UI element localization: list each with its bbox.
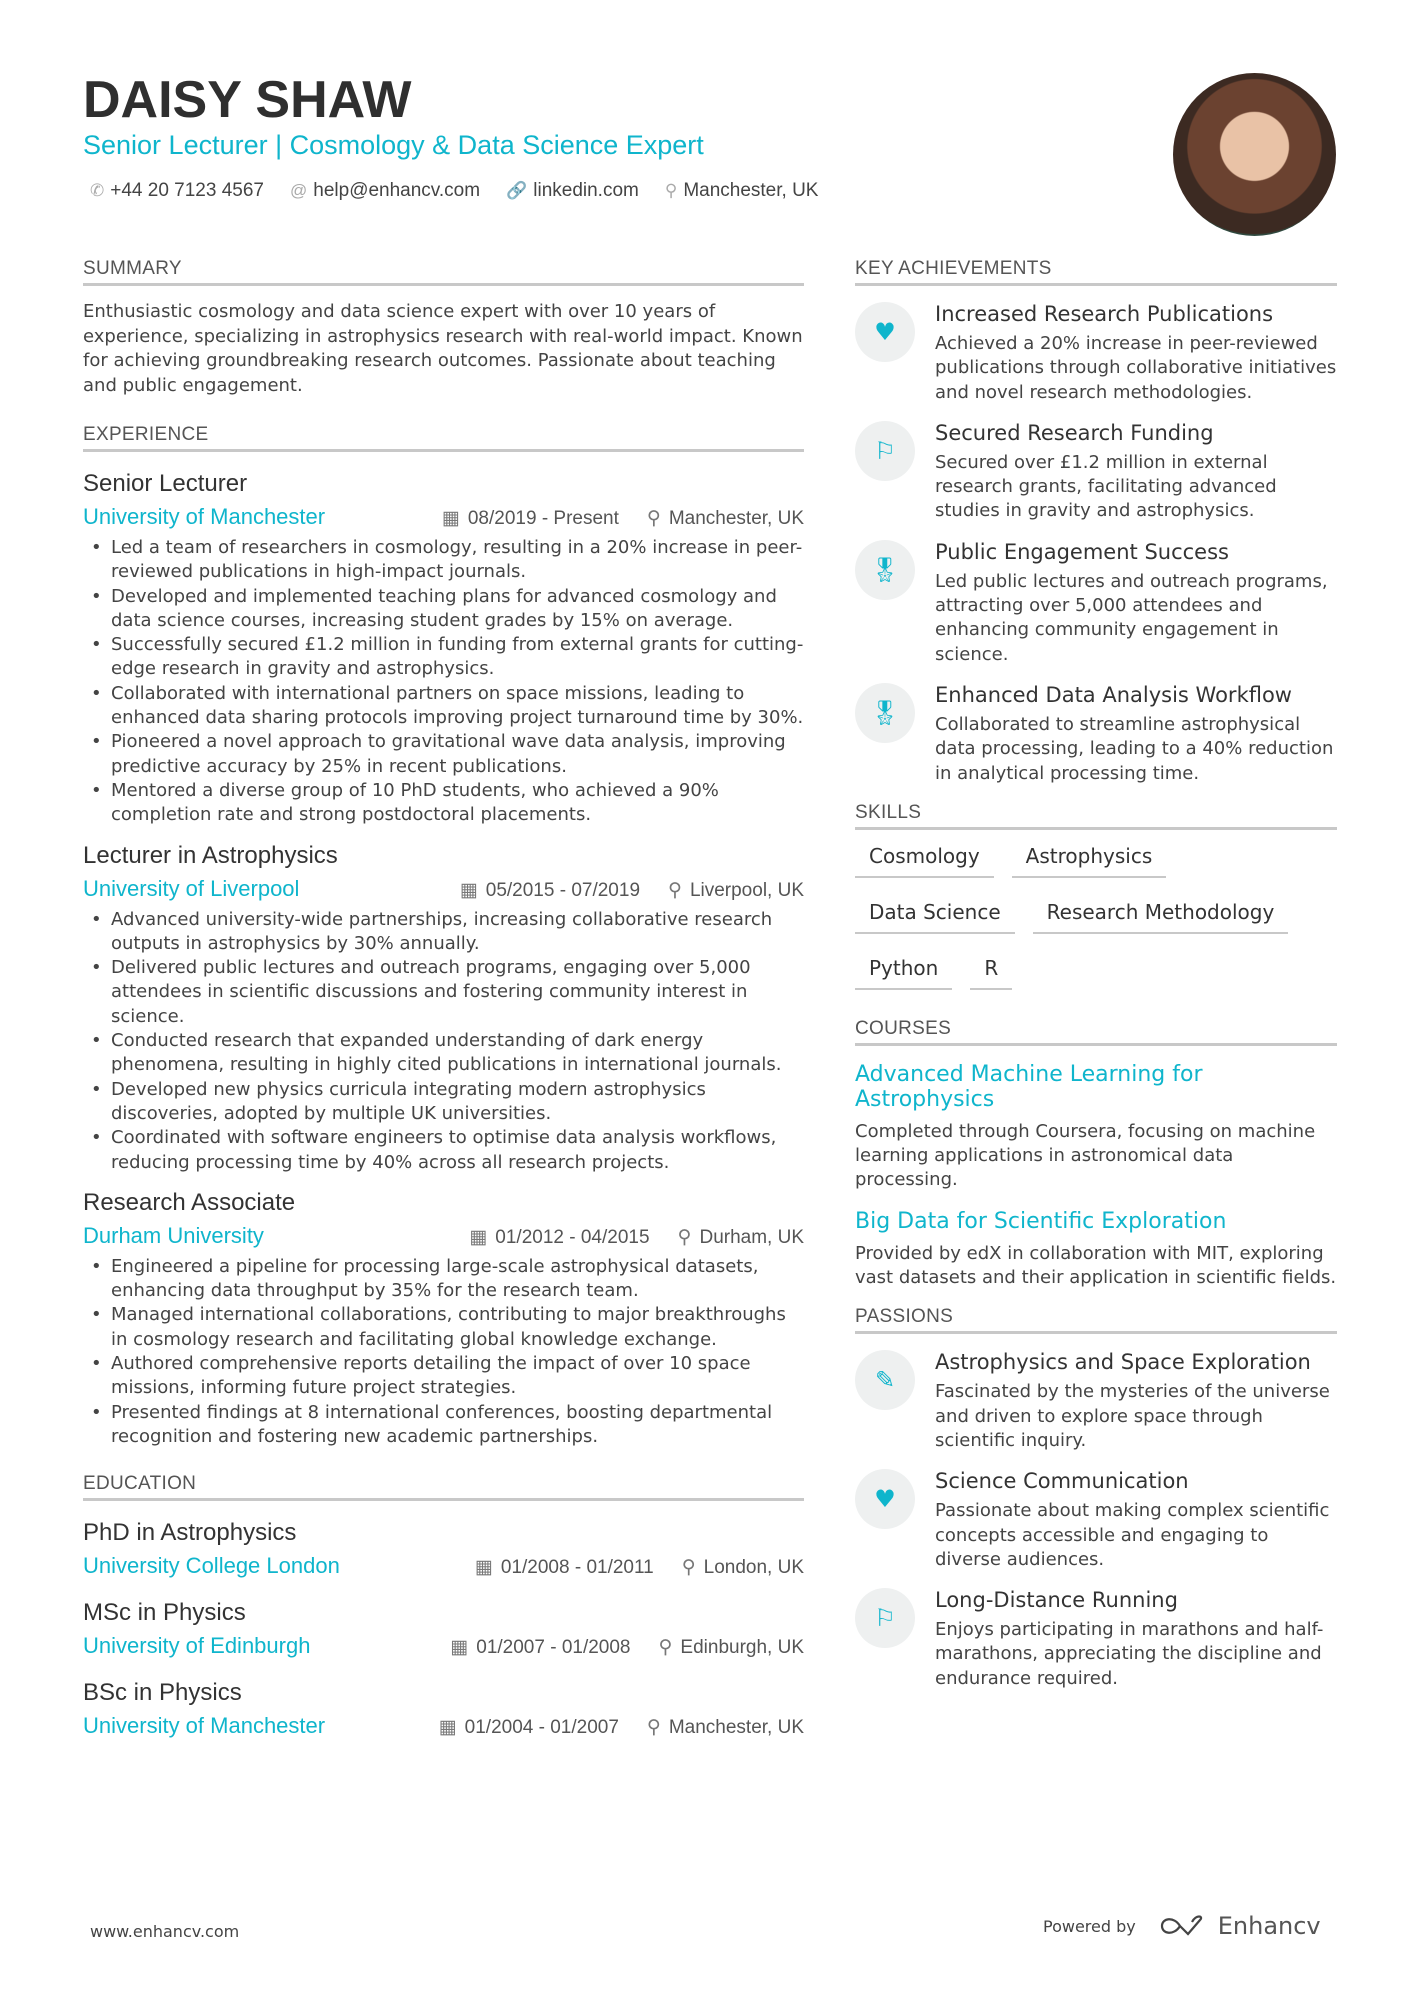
calendar-icon: ▦ bbox=[459, 879, 478, 901]
item-description: Secured over £1.2 million in external research grants, facilitating advanced studies in gravity and astrophysics. bbox=[935, 451, 1277, 522]
left-column bbox=[83, 258, 804, 1759]
powered-by-label: Powered by bbox=[1043, 1916, 1136, 1936]
section-heading: EDUCATION bbox=[83, 1473, 804, 1501]
item-body bbox=[935, 540, 1337, 667]
item-description: Led public lectures and outreach programs, attracting over 5,000 attendees and enhancing community engagement in science. bbox=[935, 570, 1328, 665]
course-title[interactable]: Advanced Machine Learning for Astrophysics bbox=[855, 1061, 1203, 1112]
contact-item[interactable] bbox=[665, 180, 819, 202]
meta bbox=[460, 879, 804, 902]
location-icon: ⚲ bbox=[664, 181, 678, 200]
bullet-item: • Mentored a diverse group of 10 PhD students, who achieved a 90% completion rate and strong postdoctoral placements. bbox=[83, 779, 804, 828]
at-icon: @ bbox=[290, 181, 308, 200]
location-text: Manchester, UK bbox=[668, 508, 804, 529]
item-body bbox=[935, 1469, 1337, 1572]
item-body bbox=[935, 421, 1337, 524]
contact-item[interactable] bbox=[290, 180, 480, 202]
organization-name[interactable]: University of Manchester bbox=[83, 1713, 326, 1739]
item-title: Public Engagement Success bbox=[935, 539, 1229, 564]
footer-website[interactable]: www.enhancv.com bbox=[90, 1922, 240, 1941]
contact-item[interactable] bbox=[506, 180, 639, 202]
item-title: Secured Research Funding bbox=[935, 420, 1214, 445]
item-body bbox=[935, 683, 1337, 786]
date-text: 01/2004 - 01/2007 bbox=[464, 1717, 619, 1739]
courses-section bbox=[855, 1018, 1337, 1290]
job-title: Senior Lecturer bbox=[83, 470, 248, 497]
passions-section bbox=[855, 1306, 1337, 1691]
location bbox=[659, 1636, 805, 1659]
location bbox=[682, 1556, 804, 1579]
item-description: Passionate about making complex scientific concepts accessible and engaging to diverse audiences. bbox=[935, 1500, 1330, 1570]
enhancv-logo-icon bbox=[1160, 1914, 1206, 1938]
location bbox=[678, 1226, 804, 1249]
item-title: Long-Distance Running bbox=[935, 1588, 1178, 1613]
flag-icon: ⚐ bbox=[855, 421, 915, 481]
date-range bbox=[450, 1636, 630, 1659]
meta bbox=[469, 1226, 804, 1249]
contact-text: help@enhancv.com bbox=[313, 180, 481, 201]
summary-text: Enthusiastic cosmology and data science expert with over 10 years of experience, specializing in astrophysics research with real-world impact. Known for achieving groundbreaking research outcomes. Passionate about teaching and public engagement. bbox=[83, 301, 803, 396]
location-text: Durham, UK bbox=[699, 1226, 804, 1248]
contact-text: Manchester, UK bbox=[683, 180, 819, 201]
meta bbox=[442, 507, 804, 530]
experience-entry bbox=[83, 842, 804, 1175]
skill-tag: Astrophysics bbox=[1012, 844, 1167, 878]
link-icon: 🔗 bbox=[506, 181, 528, 200]
meta-row bbox=[83, 1713, 804, 1739]
location bbox=[668, 879, 804, 902]
date-text: 08/2019 - Present bbox=[467, 508, 619, 529]
bullet-item: • Coordinated with software engineers to optimise data analysis workflows, reducing processing time by 40% across all research projects. bbox=[83, 1126, 804, 1175]
organization-name[interactable]: University of Manchester bbox=[83, 504, 326, 529]
date-text: 01/2007 - 01/2008 bbox=[476, 1637, 631, 1659]
bullet-list bbox=[83, 908, 804, 1175]
bullet-item: • Authored comprehensive reports detailing the impact of over 10 space missions, informing future project strategies. bbox=[83, 1352, 804, 1401]
meta bbox=[439, 1716, 804, 1739]
section-heading: SKILLS bbox=[855, 802, 1337, 830]
meta bbox=[475, 1556, 804, 1579]
organization-name[interactable]: Durham University bbox=[83, 1222, 264, 1248]
education-section bbox=[83, 1473, 804, 1739]
job-title: Lecturer in Astrophysics bbox=[83, 841, 338, 869]
calendar-icon: ▦ bbox=[450, 1637, 469, 1659]
enhancv-logo[interactable] bbox=[1160, 1912, 1321, 1940]
date-range bbox=[439, 1716, 619, 1739]
candidate-title: Senior Lecturer | Cosmology & Data Science Expert bbox=[83, 130, 704, 160]
skills-section bbox=[855, 802, 1337, 990]
footer-powered bbox=[1043, 1912, 1321, 1940]
organization-name[interactable]: University of Liverpool bbox=[83, 875, 300, 901]
skill-tag: R bbox=[970, 956, 1012, 990]
phone-icon: ✆ bbox=[90, 181, 105, 200]
location-icon: ⚲ bbox=[681, 1557, 696, 1579]
education-entry bbox=[83, 1519, 804, 1579]
location-text: Liverpool, UK bbox=[689, 879, 804, 901]
job-title: Research Associate bbox=[83, 1188, 296, 1216]
skill-tag: Data Science bbox=[855, 900, 1015, 934]
bullet-item: • Engineered a pipeline for processing large-scale astrophysical datasets, enhancing data throughput by 35% for the research team. bbox=[83, 1255, 804, 1304]
item-title: Science Communication bbox=[935, 1469, 1189, 1494]
skill-tag: Python bbox=[855, 956, 952, 990]
education-entry bbox=[83, 1599, 804, 1659]
bullet-list bbox=[83, 536, 804, 828]
item-description: Achieved a 20% increase in peer-reviewed publications through collaborative initiatives and novel research methodologies. bbox=[935, 333, 1337, 403]
calendar-icon: ▦ bbox=[441, 508, 460, 529]
date-text: 05/2015 - 07/2019 bbox=[485, 879, 641, 901]
passion-item bbox=[855, 1588, 1337, 1691]
experience-entry bbox=[83, 470, 804, 828]
calendar-icon: ▦ bbox=[469, 1226, 488, 1248]
bullet-item: • Pioneered a novel approach to gravitational wave data analysis, improving predictive accuracy by 25% in recent publications. bbox=[83, 730, 804, 779]
summary-section bbox=[83, 258, 804, 398]
degree-title: MSc in Physics bbox=[83, 1599, 246, 1627]
bullet-item: • Developed and implemented teaching plans for advanced cosmology and data science courses, increasing student grades by 15% on average. bbox=[83, 585, 804, 634]
location-icon: ⚲ bbox=[646, 1717, 661, 1739]
calendar-icon: ▦ bbox=[474, 1557, 493, 1579]
date-text: 01/2012 - 04/2015 bbox=[495, 1226, 650, 1248]
achievement-item bbox=[855, 540, 1337, 667]
bullet-list bbox=[83, 1255, 804, 1449]
meta-row bbox=[83, 504, 804, 530]
achievements-section bbox=[855, 258, 1337, 786]
section-heading: COURSES bbox=[855, 1018, 1337, 1046]
degree-title: BSc in Physics bbox=[83, 1679, 242, 1707]
magic-wand-icon: ✎ bbox=[855, 1350, 915, 1410]
heart-icon: ♥ bbox=[855, 302, 915, 362]
item-description: Fascinated by the mysteries of the universe and driven to explore space through scientific inquiry. bbox=[935, 1381, 1330, 1451]
meta-row bbox=[83, 1223, 804, 1249]
item-title: Increased Research Publications bbox=[935, 302, 1274, 326]
item-description: Collaborated to streamline astrophysical data processing, leading to a 40% reduction in analytical processing time. bbox=[935, 713, 1334, 784]
bullet-item: • Led a team of researchers in cosmology, resulting in a 20% increase in peer-reviewed publications in high-impact journals. bbox=[83, 536, 804, 585]
heart-icon: ♥ bbox=[855, 1469, 915, 1529]
experience-entry bbox=[83, 1189, 804, 1449]
bullet-item: • Conducted research that expanded understanding of dark energy phenomena, resulting in highly cited publications in international journals. bbox=[83, 1029, 804, 1078]
right-column bbox=[855, 258, 1337, 1707]
skill-tag: Research Methodology bbox=[1033, 900, 1289, 934]
location-icon: ⚲ bbox=[646, 508, 661, 529]
flag-icon: ⚐ bbox=[855, 1588, 915, 1648]
item-body bbox=[935, 1350, 1337, 1453]
bullet-item: • Successfully secured £1.2 million in funding from external grants for cutting-edge research in gravity and astrophysics. bbox=[83, 633, 804, 682]
passion-item bbox=[855, 1469, 1337, 1572]
passion-item bbox=[855, 1350, 1337, 1453]
meta bbox=[450, 1636, 804, 1659]
meta-row bbox=[83, 1633, 804, 1659]
calendar-icon: ▦ bbox=[438, 1717, 457, 1739]
date-range bbox=[469, 1226, 649, 1249]
degree-title: PhD in Astrophysics bbox=[83, 1519, 297, 1547]
bullet-item: • Advanced university-wide partnerships, increasing collaborative research outputs in astrophysics by 30% annually. bbox=[83, 908, 804, 957]
award-icon: 🎖 bbox=[855, 683, 915, 743]
meta-row bbox=[83, 876, 804, 902]
location bbox=[647, 1716, 804, 1739]
achievement-item bbox=[855, 683, 1337, 786]
date-range bbox=[460, 879, 640, 902]
item-description: Enjoys participating in marathons and half-marathons, appreciating the discipline and endurance required. bbox=[935, 1619, 1324, 1689]
location-icon: ⚲ bbox=[658, 1637, 673, 1659]
location-icon: ⚲ bbox=[677, 1226, 692, 1248]
organization-name[interactable]: University College London bbox=[83, 1553, 340, 1579]
course-description: Completed through Coursera, focusing on machine learning applications in astronomical data processing. bbox=[855, 1120, 1316, 1191]
section-heading: SUMMARY bbox=[83, 258, 804, 286]
candidate-name: DAISY SHAW bbox=[83, 71, 412, 129]
organization-name[interactable]: University of Edinburgh bbox=[83, 1633, 311, 1659]
course-description: Provided by edX in collaboration with MIT, exploring vast datasets and their application in scientific fields. bbox=[855, 1242, 1337, 1289]
award-icon: 🎖 bbox=[855, 540, 915, 600]
skill-tag: Cosmology bbox=[855, 844, 994, 878]
location bbox=[647, 507, 804, 530]
date-range bbox=[442, 507, 619, 530]
bullet-item: • Delivered public lectures and outreach programs, engaging over 5,000 attendees in scientific discussions and fostering community interest in science. bbox=[83, 956, 804, 1029]
section-heading: EXPERIENCE bbox=[83, 424, 804, 452]
bullet-item: • Collaborated with international partners on space missions, leading to enhanced data sharing protocols improving project turnaround time by 30%. bbox=[83, 682, 804, 731]
achievement-item bbox=[855, 302, 1337, 405]
bullet-item: • Presented findings at 8 international conferences, boosting departmental recognition and fostering new academic partnerships. bbox=[83, 1401, 804, 1450]
item-body bbox=[935, 1588, 1337, 1691]
bullet-item: • Developed new physics curricula integrating modern astrophysics discoveries, adopted by multiple UK universities. bbox=[83, 1078, 804, 1127]
profile-photo bbox=[1173, 73, 1336, 236]
location-text: London, UK bbox=[703, 1557, 804, 1579]
brand-name: Enhancv bbox=[1217, 1912, 1321, 1940]
date-text: 01/2008 - 01/2011 bbox=[500, 1557, 654, 1579]
location-text: Edinburgh, UK bbox=[680, 1637, 804, 1659]
item-title: Astrophysics and Space Exploration bbox=[935, 1350, 1311, 1375]
meta-row bbox=[83, 1553, 804, 1579]
education-entry bbox=[83, 1679, 804, 1739]
section-heading: PASSIONS bbox=[855, 1306, 1337, 1334]
experience-section bbox=[83, 424, 804, 1449]
contact-item[interactable] bbox=[90, 180, 264, 202]
section-heading: KEY ACHIEVEMENTS bbox=[855, 258, 1337, 286]
contact-text: linkedin.com bbox=[533, 180, 639, 201]
item-title: Enhanced Data Analysis Workflow bbox=[935, 682, 1292, 707]
location-text: Manchester, UK bbox=[668, 1717, 804, 1739]
achievement-item bbox=[855, 421, 1337, 524]
bullet-item: • Managed international collaborations, contributing to major breakthroughs in cosmology research and facilitating global knowledge exchange. bbox=[83, 1303, 804, 1352]
date-range bbox=[475, 1556, 654, 1579]
item-body bbox=[935, 302, 1337, 405]
course-title[interactable]: Big Data for Scientific Exploration bbox=[855, 1208, 1227, 1234]
location-icon: ⚲ bbox=[668, 879, 682, 901]
contact-list bbox=[90, 180, 818, 202]
contact-text: +44 20 7123 4567 bbox=[110, 180, 264, 201]
